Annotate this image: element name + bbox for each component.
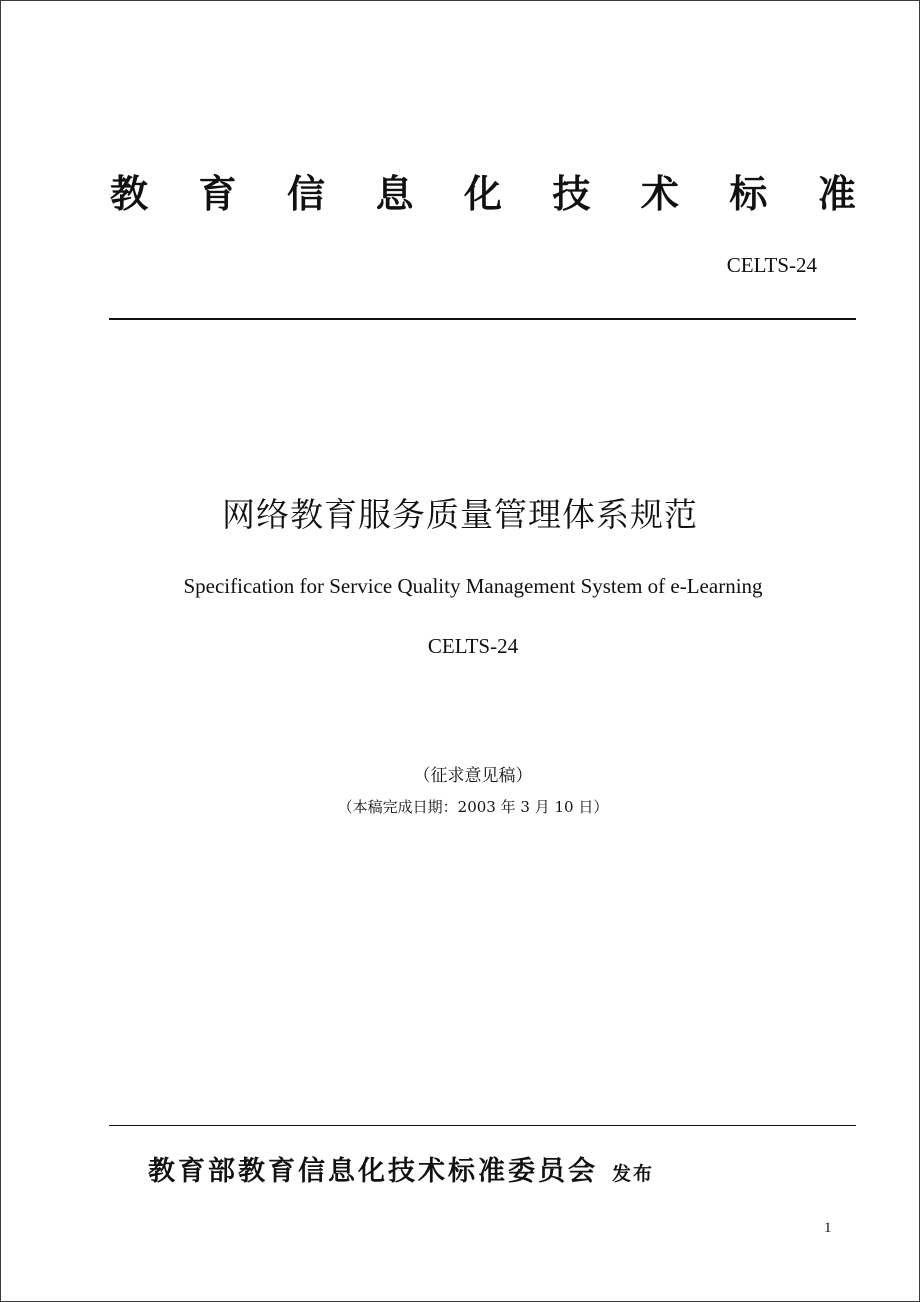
title-char: 息: [375, 172, 414, 216]
title-char: 技: [552, 172, 591, 216]
title-char: 信: [286, 172, 325, 216]
page-number: 1: [824, 1220, 832, 1236]
document-code: CELTS-24: [427, 634, 519, 658]
publisher-line: [148, 1150, 654, 1194]
title-char: 育: [198, 172, 237, 216]
publisher-name: 教育部教育信息化技术标准委员会: [148, 1156, 598, 1187]
title-char: 教: [110, 172, 149, 216]
document-title-zh: 网络教育服务质量管理体系规范: [222, 495, 698, 534]
title-char: 化: [463, 172, 502, 216]
document-title-en: Specification for Service Quality Management System of e-Learning: [183, 574, 763, 598]
standard-series-title: [110, 168, 856, 220]
title-char: 术: [640, 172, 679, 216]
header-standard-code: CELTS-24: [726, 253, 817, 277]
title-char: 标: [729, 172, 768, 216]
top-divider: [109, 318, 856, 320]
draft-status: （征求意见稿）: [413, 766, 533, 786]
publish-label: 发布: [612, 1163, 655, 1185]
bottom-divider: [109, 1125, 856, 1126]
draft-completion-date: （本稿完成日期：2003 年 3 月 10 日）: [337, 798, 609, 816]
title-char: 准: [817, 172, 856, 216]
